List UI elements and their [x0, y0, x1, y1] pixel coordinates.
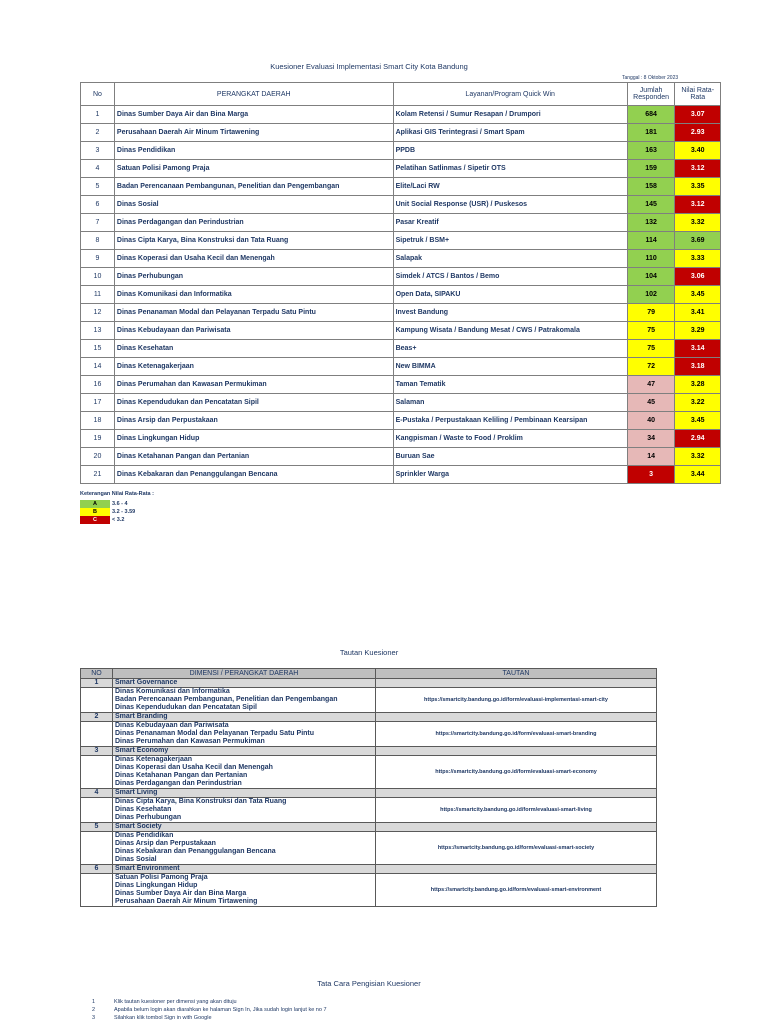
- row-layanan: Buruan Sae: [393, 448, 627, 466]
- header-layanan: Layanan/Program Quick Win: [393, 83, 627, 106]
- row-jumlah-responden: 45: [627, 394, 675, 412]
- dimension-no: 3: [81, 747, 113, 756]
- perangkat-daerah-item: Dinas Ketenagakerjaan: [115, 756, 193, 763]
- steps-title: Tata Cara Pengisian Kuesioner: [317, 979, 421, 988]
- dimension-spacer: [376, 789, 657, 798]
- row-nilai-rata-rata: 3.28: [675, 376, 721, 394]
- row-layanan: Kolam Retensi / Sumur Resapan / Drumpori: [393, 106, 627, 124]
- dimension-no: 4: [81, 789, 113, 798]
- row-layanan: Invest Bandung: [393, 304, 627, 322]
- tautan-header-no: NO: [81, 669, 113, 679]
- dimension-row: [81, 789, 657, 798]
- row-jumlah-responden: 104: [627, 268, 675, 286]
- row-nilai-rata-rata: 3.18: [675, 358, 721, 376]
- legend-title: Keterangan Nilai Rata-Rata :: [80, 491, 154, 497]
- perangkat-daerah-item: Dinas Perhubungan: [115, 814, 182, 821]
- step-number: 1: [92, 999, 96, 1005]
- perangkat-daerah-list: [113, 832, 376, 865]
- row-jumlah-responden: 145: [627, 196, 675, 214]
- tautan-link[interactable]: https://smartcity.bandung.go.id/form/evaluasi-smart-society: [376, 832, 657, 865]
- legend-grade: C: [80, 516, 110, 524]
- row-jumlah-responden: 47: [627, 376, 675, 394]
- row-layanan: Simdek / ATCS / Bantos / Bemo: [393, 268, 627, 286]
- perangkat-daerah-item: Dinas Koperasi dan Usaha Kecil dan Menengah: [115, 764, 273, 771]
- row-layanan: Sipetruk / BSM+: [393, 232, 627, 250]
- row-no: 16: [81, 376, 115, 394]
- row-perangkat-daerah: Dinas Sumber Daya Air dan Bina Marga: [114, 106, 393, 124]
- dimension-row: [81, 679, 657, 688]
- row-no: 18: [81, 412, 115, 430]
- row-perangkat-daerah: Dinas Kebudayaan dan Pariwisata: [114, 322, 393, 340]
- row-layanan: Pasar Kreatif: [393, 214, 627, 232]
- row-nilai-rata-rata: 3.12: [675, 160, 721, 178]
- perangkat-daerah-item: Dinas Kebudayaan dan Pariwisata: [115, 722, 229, 729]
- row-no: 11: [81, 286, 115, 304]
- row-no: 5: [81, 178, 115, 196]
- row-jumlah-responden: 181: [627, 124, 675, 142]
- row-layanan: Unit Social Response (USR) / Puskesos: [393, 196, 627, 214]
- legend-grade: B: [80, 508, 110, 516]
- legend-grade: A: [80, 500, 110, 508]
- perangkat-daerah-item: Dinas Kependudukan dan Pencatatan Sipil: [115, 704, 257, 711]
- row-perangkat-daerah: Dinas Kesehatan: [114, 340, 393, 358]
- row-nilai-rata-rata: 3.12: [675, 196, 721, 214]
- perangkat-daerah-item: Dinas Komunikasi dan Informatika: [115, 688, 230, 695]
- tautan-link[interactable]: https://smartcity.bandung.go.id/form/evaluasi-implementasi-smart-city: [376, 688, 657, 713]
- dimension-name: Smart Environment: [113, 865, 376, 874]
- row-nilai-rata-rata: 3.32: [675, 448, 721, 466]
- table-row: [81, 268, 721, 286]
- row-no: 4: [81, 160, 115, 178]
- header-nilai-rata-rata: Nilai Rata-Rata: [675, 83, 721, 106]
- step-number: 3: [92, 1015, 96, 1021]
- dimension-name: Smart Society: [113, 823, 376, 832]
- row-layanan: Open Data, SIPAKU: [393, 286, 627, 304]
- dimension-detail-no: [81, 874, 113, 907]
- table-row: [81, 430, 721, 448]
- row-nilai-rata-rata: 3.22: [675, 394, 721, 412]
- tautan-header-dimensi: DIMENSI / PERANGKAT DAERAH: [113, 669, 376, 679]
- dimension-detail-row: [81, 722, 657, 747]
- step-item: [92, 998, 327, 1006]
- row-nilai-rata-rata: 3.07: [675, 106, 721, 124]
- tautan-link[interactable]: https://smartcity.bandung.go.id/form/evaluasi-smart-environment: [376, 874, 657, 907]
- perangkat-daerah-list: [113, 798, 376, 823]
- row-jumlah-responden: 159: [627, 160, 675, 178]
- dimension-spacer: [376, 747, 657, 756]
- row-jumlah-responden: 75: [627, 340, 675, 358]
- step-item: [92, 1006, 327, 1014]
- row-perangkat-daerah: Dinas Sosial: [114, 196, 393, 214]
- row-jumlah-responden: 72: [627, 358, 675, 376]
- row-layanan: Kangpisman / Waste to Food / Proklim: [393, 430, 627, 448]
- row-perangkat-daerah: Dinas Cipta Karya, Bina Konstruksi dan Tata Ruang: [114, 232, 393, 250]
- dimension-no: 5: [81, 823, 113, 832]
- row-no: 8: [81, 232, 115, 250]
- perangkat-daerah-item: Badan Perencanaan Pembangunan, Penelitian dan Pengembangan: [115, 696, 338, 703]
- row-no: 7: [81, 214, 115, 232]
- dimension-name: Smart Living: [113, 789, 376, 798]
- row-jumlah-responden: 3: [627, 466, 675, 484]
- row-jumlah-responden: 110: [627, 250, 675, 268]
- row-nilai-rata-rata: 3.29: [675, 322, 721, 340]
- evaluation-table: [80, 82, 721, 484]
- dimension-detail-no: [81, 832, 113, 865]
- step-number: 2: [92, 1007, 96, 1013]
- row-perangkat-daerah: Dinas Pendidikan: [114, 142, 393, 160]
- row-layanan: Aplikasi GIS Terintegrasi / Smart Spam: [393, 124, 627, 142]
- perangkat-daerah-item: Perusahaan Daerah Air Minum Tirtawening: [115, 898, 258, 905]
- dimension-no: 2: [81, 713, 113, 722]
- row-nilai-rata-rata: 3.40: [675, 142, 721, 160]
- row-perangkat-daerah: Dinas Ketenagakerjaan: [114, 358, 393, 376]
- row-no: 17: [81, 394, 115, 412]
- row-jumlah-responden: 684: [627, 106, 675, 124]
- dimension-detail-row: [81, 874, 657, 907]
- row-jumlah-responden: 75: [627, 322, 675, 340]
- row-perangkat-daerah: Dinas Perumahan dan Kawasan Permukiman: [114, 376, 393, 394]
- dimension-row: [81, 865, 657, 874]
- row-perangkat-daerah: Perusahaan Daerah Air Minum Tirtawening: [114, 124, 393, 142]
- dimension-row: [81, 713, 657, 722]
- row-jumlah-responden: 102: [627, 286, 675, 304]
- row-jumlah-responden: 158: [627, 178, 675, 196]
- table-row: [81, 448, 721, 466]
- dimension-detail-row: [81, 756, 657, 789]
- row-jumlah-responden: 14: [627, 448, 675, 466]
- dimension-name: Smart Branding: [113, 713, 376, 722]
- row-jumlah-responden: 40: [627, 412, 675, 430]
- row-jumlah-responden: 79: [627, 304, 675, 322]
- perangkat-daerah-item: Dinas Cipta Karya, Bina Konstruksi dan Tata Ruang: [115, 798, 287, 805]
- row-nilai-rata-rata: 3.32: [675, 214, 721, 232]
- row-layanan: Salaman: [393, 394, 627, 412]
- perangkat-daerah-item: Dinas Sumber Daya Air dan Bina Marga: [115, 890, 247, 897]
- table-row: [81, 376, 721, 394]
- table-row: [81, 196, 721, 214]
- tautan-header-tautan: TAUTAN: [376, 669, 657, 679]
- row-nilai-rata-rata: 2.94: [675, 430, 721, 448]
- row-nilai-rata-rata: 3.35: [675, 178, 721, 196]
- perangkat-daerah-list: [113, 688, 376, 713]
- dimension-detail-row: [81, 832, 657, 865]
- dimension-no: 1: [81, 679, 113, 688]
- row-jumlah-responden: 34: [627, 430, 675, 448]
- perangkat-daerah-item: Dinas Ketahanan Pangan dan Pertanian: [115, 772, 248, 779]
- table-row: [81, 358, 721, 376]
- row-no: 3: [81, 142, 115, 160]
- step-text: Silahkan klik tombol Sign in with Google: [114, 1015, 212, 1021]
- step-item: [92, 1014, 327, 1022]
- dimension-detail-row: [81, 798, 657, 823]
- table-row: [81, 124, 721, 142]
- steps-list: [92, 998, 327, 1022]
- table-row: [81, 178, 721, 196]
- row-perangkat-daerah: Dinas Ketahanan Pangan dan Pertanian: [114, 448, 393, 466]
- perangkat-daerah-list: [113, 874, 376, 907]
- dimension-spacer: [376, 823, 657, 832]
- perangkat-daerah-item: Dinas Kebakaran dan Penanggulangan Bencana: [115, 848, 276, 855]
- table-row: [81, 286, 721, 304]
- perangkat-daerah-list: [113, 756, 376, 789]
- row-nilai-rata-rata: 2.93: [675, 124, 721, 142]
- dimension-spacer: [376, 713, 657, 722]
- row-no: 19: [81, 430, 115, 448]
- row-perangkat-daerah: Dinas Perdagangan dan Perindustrian: [114, 214, 393, 232]
- row-perangkat-daerah: Badan Perencanaan Pembangunan, Penelitian dan Pengembangan: [114, 178, 393, 196]
- row-no: 10: [81, 268, 115, 286]
- row-layanan: Elite/Laci RW: [393, 178, 627, 196]
- row-layanan: Taman Tematik: [393, 376, 627, 394]
- table-row: [81, 340, 721, 358]
- dimension-row: [81, 823, 657, 832]
- row-layanan: Kampung Wisata / Bandung Mesat / CWS / Patrakomala: [393, 322, 627, 340]
- header-jumlah-responden: Jumlah Responden: [627, 83, 675, 106]
- perangkat-daerah-item: Dinas Arsip dan Perpustakaan: [115, 840, 216, 847]
- row-no: 6: [81, 196, 115, 214]
- legend-range: < 3.2: [112, 517, 125, 523]
- row-no: 2: [81, 124, 115, 142]
- row-layanan: New BIMMA: [393, 358, 627, 376]
- step-text: Apabila belum login akan diarahkan ke halaman Sign In, Jika sudah login lanjut ke no 7: [114, 1007, 327, 1013]
- tautan-link[interactable]: https://smartcity.bandung.go.id/form/evaluasi-smart-living: [376, 798, 657, 823]
- perangkat-daerah-list: [113, 722, 376, 747]
- table-row: [81, 232, 721, 250]
- table-row: [81, 322, 721, 340]
- dimension-detail-no: [81, 798, 113, 823]
- row-nilai-rata-rata: 3.69: [675, 232, 721, 250]
- dimension-name: Smart Governance: [113, 679, 376, 688]
- row-no: 14: [81, 358, 115, 376]
- row-layanan: Salapak: [393, 250, 627, 268]
- perangkat-daerah-item: Dinas Perdagangan dan Perindustrian: [115, 780, 242, 787]
- row-perangkat-daerah: Dinas Perhubungan: [114, 268, 393, 286]
- perangkat-daerah-item: Dinas Perumahan dan Kawasan Permukiman: [115, 738, 265, 745]
- report-date: Tanggal : 8 Oktober 2023: [622, 75, 679, 81]
- row-perangkat-daerah: Dinas Kependudukan dan Pencatatan Sipil: [114, 394, 393, 412]
- legend-range: 3.6 - 4: [112, 501, 128, 507]
- dimension-no: 6: [81, 865, 113, 874]
- row-layanan: Beas+: [393, 340, 627, 358]
- perangkat-daerah-item: Dinas Kesehatan: [115, 806, 172, 813]
- row-layanan: PPDB: [393, 142, 627, 160]
- row-no: 21: [81, 466, 115, 484]
- header-no: No: [81, 83, 115, 106]
- table-row: [81, 106, 721, 124]
- row-no: 13: [81, 322, 115, 340]
- row-nilai-rata-rata: 3.41: [675, 304, 721, 322]
- row-no: 1: [81, 106, 115, 124]
- table-row: [81, 466, 721, 484]
- dimension-name: Smart Economy: [113, 747, 376, 756]
- table-row: [81, 304, 721, 322]
- row-perangkat-daerah: Dinas Komunikasi dan Informatika: [114, 286, 393, 304]
- dimension-spacer: [376, 679, 657, 688]
- header-perangkat-daerah: PERANGKAT DAERAH: [114, 83, 393, 106]
- dimension-detail-no: [81, 756, 113, 789]
- table-row: [81, 394, 721, 412]
- dimension-spacer: [376, 865, 657, 874]
- row-layanan: Pelatihan Satlinmas / Sipetir OTS: [393, 160, 627, 178]
- perangkat-daerah-item: Dinas Sosial: [115, 856, 157, 863]
- row-jumlah-responden: 132: [627, 214, 675, 232]
- dimension-detail-no: [81, 688, 113, 713]
- table-row: [81, 214, 721, 232]
- tautan-link[interactable]: https://smartcity.bandung.go.id/form/evaluasi-smart-branding: [376, 722, 657, 747]
- row-layanan: E-Pustaka / Perpustakaan Keliling / Pembinaan Kearsipan: [393, 412, 627, 430]
- perangkat-daerah-item: Dinas Penanaman Modal dan Pelayanan Terpadu Satu Pintu: [115, 730, 315, 737]
- row-jumlah-responden: 163: [627, 142, 675, 160]
- row-perangkat-daerah: Satuan Polisi Pamong Praja: [114, 160, 393, 178]
- row-jumlah-responden: 114: [627, 232, 675, 250]
- row-no: 20: [81, 448, 115, 466]
- row-no: 9: [81, 250, 115, 268]
- table-row: [81, 160, 721, 178]
- table-row: [81, 142, 721, 160]
- row-perangkat-daerah: Dinas Arsip dan Perpustakaan: [114, 412, 393, 430]
- perangkat-daerah-item: Dinas Pendidikan: [115, 832, 174, 839]
- row-nilai-rata-rata: 3.45: [675, 286, 721, 304]
- tautan-table: [80, 668, 657, 907]
- row-perangkat-daerah: Dinas Penanaman Modal dan Pelayanan Terpadu Satu Pintu: [114, 304, 393, 322]
- tautan-link[interactable]: https://smartcity.bandung.go.id/form/evaluasi-smart-economy: [376, 756, 657, 789]
- table-row: [81, 250, 721, 268]
- row-no: 12: [81, 304, 115, 322]
- perangkat-daerah-item: Dinas Lingkungan Hidup: [115, 882, 198, 889]
- dimension-detail-row: [81, 688, 657, 713]
- page-title: Kuesioner Evaluasi Implementasi Smart City Kota Bandung: [270, 62, 468, 71]
- row-perangkat-daerah: Dinas Kebakaran dan Penanggulangan Bencana: [114, 466, 393, 484]
- dimension-row: [81, 747, 657, 756]
- legend-range: 3.2 - 3.59: [112, 509, 136, 515]
- row-nilai-rata-rata: 3.14: [675, 340, 721, 358]
- row-layanan: Sprinkler Warga: [393, 466, 627, 484]
- table-row: [81, 412, 721, 430]
- tautan-title: Tautan Kuesioner: [339, 648, 399, 657]
- row-nilai-rata-rata: 3.44: [675, 466, 721, 484]
- perangkat-daerah-item: Satuan Polisi Pamong Praja: [115, 874, 208, 881]
- dimension-detail-no: [81, 722, 113, 747]
- row-nilai-rata-rata: 3.06: [675, 268, 721, 286]
- row-nilai-rata-rata: 3.33: [675, 250, 721, 268]
- step-text: Klik tautan kuesioner per dimensi yang akan dituju: [114, 999, 237, 1005]
- row-nilai-rata-rata: 3.45: [675, 412, 721, 430]
- row-perangkat-daerah: Dinas Lingkungan Hidup: [114, 430, 393, 448]
- row-perangkat-daerah: Dinas Koperasi dan Usaha Kecil dan Menengah: [114, 250, 393, 268]
- row-no: 15: [81, 340, 115, 358]
